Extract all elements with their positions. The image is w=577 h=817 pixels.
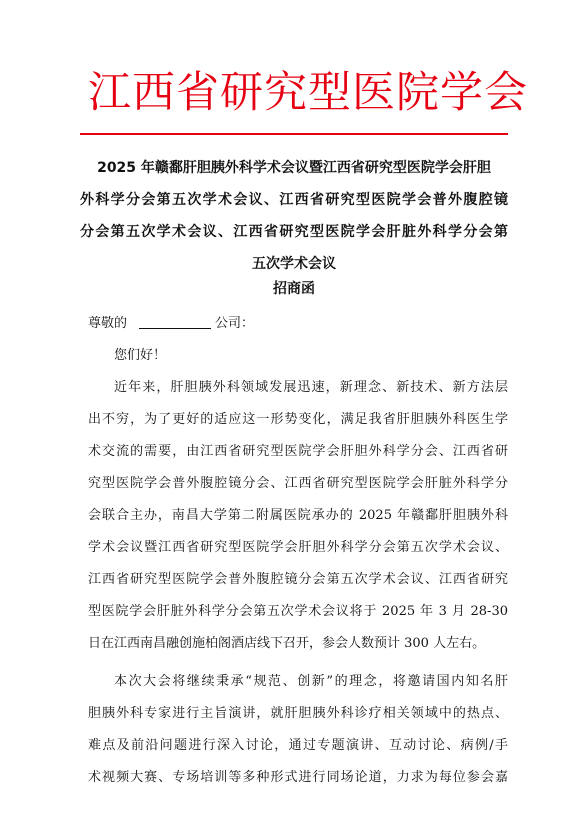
paragraph-line: 术视频大赛、专场培训等多种形式进行同场论道，力求为每位参会嘉 <box>88 770 508 785</box>
paragraph-line: 日在江西南昌融创施柏阁酒店线下召开，参会人数预计 300 人左右。 <box>88 636 486 651</box>
paragraph-line: 术交流的需要，由江西省研究型医院学会肝胆外科学分会、江西省研 <box>88 444 508 459</box>
paragraph-line: 型医院学会肝脏外科学分会第五次学术会议将于 2025 年 3 月 28-30 <box>88 604 508 619</box>
paragraph-line: 学术会议暨江西省研究型医院学会肝胆外科学分会第五次学术会议、 <box>88 540 508 555</box>
salutation-prefix: 尊敬的 <box>88 316 128 331</box>
salutation-suffix: 公司： <box>215 316 255 331</box>
conference-title-line: 2025 年赣鄱肝胆胰外科学术会议暨江西省研究型医院学会肝胆 <box>97 160 491 176</box>
document-subtitle: 招商函 <box>273 281 315 297</box>
letter-body <box>88 308 508 794</box>
paragraph-conference-plan <box>88 666 508 794</box>
salutation <box>88 308 508 340</box>
org-letterhead-title: 江西省研究型医院学会 <box>88 68 528 118</box>
greeting: 您们好！ <box>114 348 167 363</box>
letterhead-divider <box>80 133 508 135</box>
paragraph-line: 近年来，肝胆胰外科领域发展迅速，新理念、新技术、新方法层 <box>114 380 508 395</box>
conference-title <box>80 152 508 280</box>
paragraph-intro <box>88 372 508 660</box>
conference-title-line: 外科学分会第五次学术会议、江西省研究型医院学会普外腹腔镜 <box>80 192 508 208</box>
company-name-blank <box>139 314 211 329</box>
paragraph-line: 出不穷，为了更好的适应这一形势变化，满足我省肝胆胰外科医生学 <box>88 412 508 427</box>
paragraph-line: 难点及前沿问题进行深入讨论，通过专题演讲、互动讨论、病例/手 <box>88 738 508 753</box>
paragraph-line: 本次大会将继续秉承“规范、创新”的理念，将邀请国内知名肝 <box>114 674 508 689</box>
conference-title-line: 分会第五次学术会议、江西省研究型医院学会肝脏外科学分会第 <box>80 224 508 240</box>
paragraph-line: 胆胰外科专家进行主旨演讲，就肝胆胰外科诊疗相关领域中的热点、 <box>88 706 508 721</box>
conference-title-line: 五次学术会议 <box>252 256 336 272</box>
paragraph-line: 究型医院学会普外腹腔镜分会、江西省研究型医院学会肝脏外科学分 <box>88 476 508 491</box>
paragraph-line: 会联合主办，南昌大学第二附属医院承办的 2025 年赣鄱肝胆胰外科 <box>88 508 508 523</box>
paragraph-line: 江西省研究型医院学会普外腹腔镜分会第五次学术会议、江西省研究 <box>88 572 508 587</box>
